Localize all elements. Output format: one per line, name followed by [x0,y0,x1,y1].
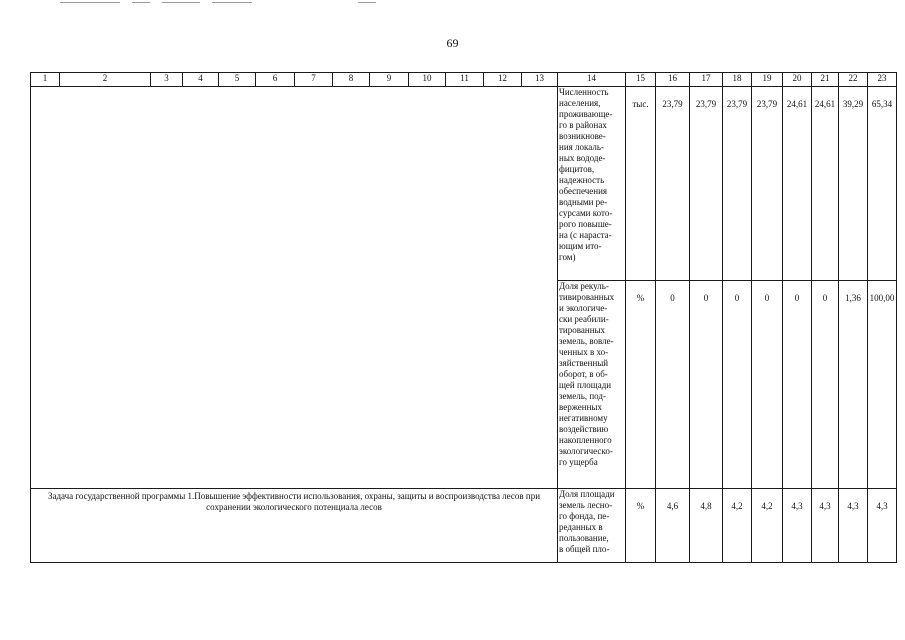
value-cell: 23,79 [690,87,723,281]
column-header: 21 [812,73,839,87]
indicator-line: на (с нараста- [559,230,612,240]
table-body [31,73,897,563]
scan-edge-line [162,2,200,3]
value-cell: 65,34 [868,87,897,281]
indicator-line: Доля рекуль- [559,281,609,291]
indicator-line: негативному [559,413,608,423]
indicator-line: в общей пло- [559,544,610,554]
indicator-line: го фонда, пе- [559,511,610,521]
column-header: 20 [783,73,812,87]
table-row [31,489,897,563]
column-header: 8 [333,73,370,87]
indicator-line: и экологиче- [559,303,608,313]
value-cell: 4,2 [752,489,783,563]
column-header: 1 [31,73,60,87]
indicator-cell [558,87,626,281]
column-header: 7 [295,73,333,87]
column-header: 16 [656,73,690,87]
value-cell: 0 [812,281,839,489]
indicator-line: пользование, [559,533,609,543]
column-header: 15 [626,73,656,87]
indicator-line: фицитов, [559,164,595,174]
indicator-line: щей площади [559,380,612,390]
indicator-line: зяйственный [559,358,609,368]
table-row [31,87,897,281]
value-cell: 23,79 [656,87,690,281]
column-header: 14 [558,73,626,87]
data-table [30,72,897,563]
indicator-cell [558,489,626,563]
column-header: 12 [484,73,522,87]
indicator-line: населения, [559,98,601,108]
indicator-line: верженных [559,402,602,412]
value-cell: 23,79 [723,87,752,281]
header-row [31,73,897,87]
indicator-line: Доля площади [559,489,615,499]
value-cell: 4,8 [690,489,723,563]
value-cell: 0 [783,281,812,489]
scan-edge-line [358,2,376,3]
indicator-line: экологическо- [559,446,613,456]
indicator-line: гом) [559,252,576,262]
page-number: 69 [446,36,459,50]
value-cell: 100,00 [868,281,897,489]
column-header: 10 [409,73,446,87]
column-header: 11 [446,73,484,87]
task-cell: Задача государственной программы 1.Повышение эффективности использования, охраны, защиты и воспроизводства лесов при сохранении экологического потенциала лесов [31,489,558,563]
column-header: 18 [723,73,752,87]
value-cell: 4,3 [839,489,868,563]
indicator-line: воздействию [559,424,609,434]
indicator-line: тивированных [559,292,615,302]
column-header: 22 [839,73,868,87]
scan-edge-line [60,2,120,3]
value-cell: 1,36 [839,281,868,489]
indicator-line: проживающе- [559,109,613,119]
value-cell: 4,3 [783,489,812,563]
scan-edge-line [132,2,150,3]
column-header: 9 [370,73,409,87]
indicator-line: водными ре- [559,197,608,207]
empty-merged-cell [31,87,558,489]
scan-edge-line [212,2,252,3]
indicator-line: ски реабили- [559,314,609,324]
unit-cell: тыс. [626,87,656,281]
value-cell: 0 [723,281,752,489]
column-header: 23 [868,73,897,87]
column-header: 3 [151,73,183,87]
indicator-line: тированных [559,325,606,335]
indicator-line: оборот, в об- [559,369,608,379]
column-header: 19 [752,73,783,87]
indicator-line: земель лесно- [559,500,613,510]
indicator-line: рого повыше- [559,219,612,229]
value-cell: 23,79 [752,87,783,281]
column-header: 6 [256,73,295,87]
indicator-line: надежность [559,175,605,185]
value-cell: 4,6 [656,489,690,563]
indicator-line: ния локаль- [559,142,604,152]
value-cell: 4,2 [723,489,752,563]
unit-cell: % [626,489,656,563]
indicator-line: ных вододе- [559,153,606,163]
indicator-line: земель, под- [559,391,606,401]
column-header: 5 [219,73,256,87]
value-cell: 24,61 [812,87,839,281]
indicator-line: земель, вовле- [559,336,614,346]
unit-cell: % [626,281,656,489]
value-cell: 24,61 [783,87,812,281]
indicator-line: ченных в хо- [559,347,609,357]
column-header: 13 [522,73,558,87]
column-header: 2 [60,73,151,87]
column-header: 4 [183,73,219,87]
indicator-line: ющим ито- [559,241,602,251]
value-cell: 0 [656,281,690,489]
indicator-line: накопленного [559,435,612,445]
value-cell: 0 [752,281,783,489]
value-cell: 39,29 [839,87,868,281]
indicator-line: возникнове- [559,131,606,141]
indicator-line: реданных в [559,522,603,532]
indicator-cell [558,281,626,489]
value-cell: 0 [690,281,723,489]
indicator-line: обеспечения [559,186,608,196]
indicator-line: го ущерба [559,457,598,467]
value-cell: 4,3 [868,489,897,563]
indicator-line: Численность [559,87,609,97]
indicator-line: сурсами кото- [559,208,613,218]
indicator-line: го в районах [559,120,607,130]
column-header: 17 [690,73,723,87]
value-cell: 4,3 [812,489,839,563]
